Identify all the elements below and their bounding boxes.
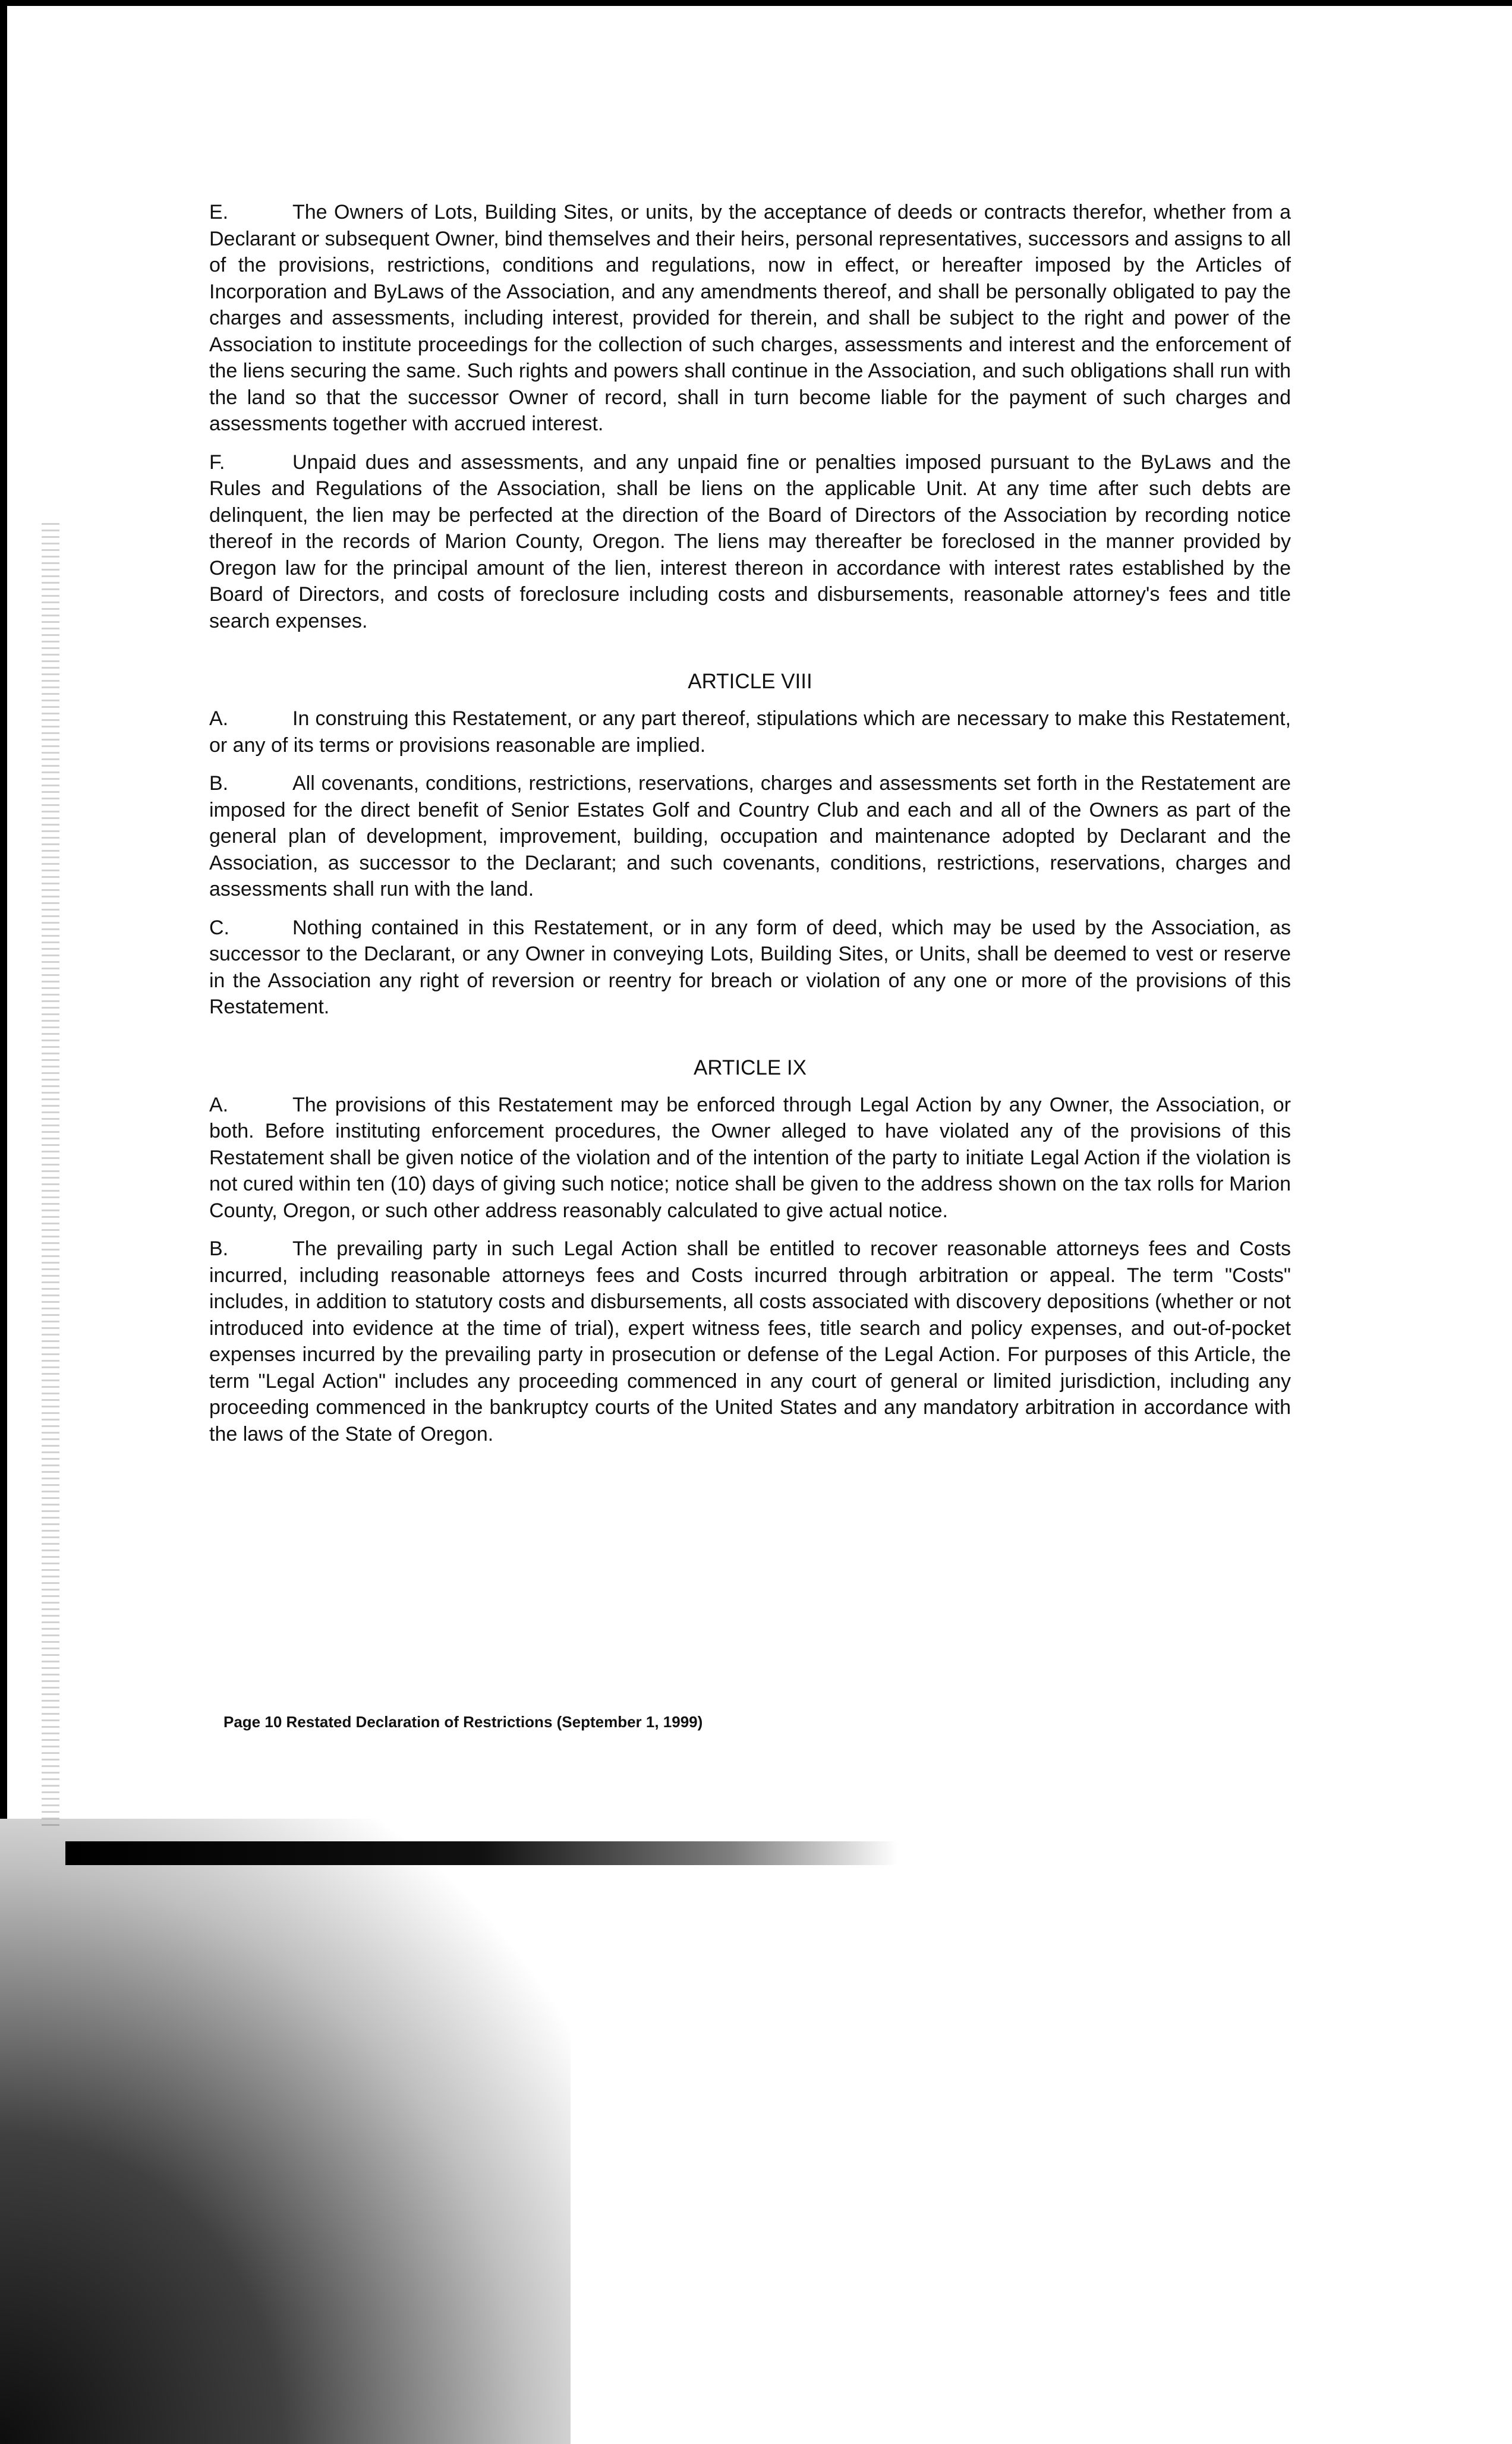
section-mark: A. bbox=[209, 1093, 229, 1116]
article-8-a bbox=[209, 706, 1291, 758]
section-mark: B. bbox=[209, 1237, 229, 1260]
section-text: All covenants, conditions, restrictions, reservations, charges and assessments set forth in the Restatement are imposed for the direct benefit of Senior Estates Golf and Country Club and each and all of the Owners as part of the general plan of development, improvement, building, occupation and maintenance adopted by Declarant and the Association, as successor to the Declarant; and such covenants, conditions, restrictions, reservations, charges and assessments shall run with the land. bbox=[209, 772, 1291, 900]
article-8-b bbox=[209, 770, 1291, 903]
article-8-heading: ARTICLE VIII bbox=[688, 670, 812, 693]
section-f bbox=[209, 449, 1291, 635]
page-footer: Page 10 Restated Declaration of Restrictions (September 1, 1999) bbox=[223, 1713, 703, 1731]
section-mark: E. bbox=[209, 201, 229, 223]
scan-noise bbox=[42, 523, 59, 1831]
scan-border-top bbox=[0, 0, 1512, 6]
section-text: Nothing contained in this Restatement, or in any form of deed, which may be used by the Association, as successor to the Declarant, or any Owner in conveying Lots, Building Sites, or Units, shall be deemed to vest or reserve in the Association any right of reversion or reentry for breach or violation of any one or more of the provisions of this Restatement. bbox=[209, 916, 1291, 1018]
scan-border-left bbox=[0, 0, 7, 1819]
section-text: In construing this Restatement, or any part thereof, stipulations which are necessary to make this Restatement, or any of its terms or provisions reasonable are implied. bbox=[209, 707, 1291, 757]
section-mark: F. bbox=[209, 451, 225, 474]
article-9-heading: ARTICLE IX bbox=[694, 1056, 807, 1079]
section-mark: B. bbox=[209, 772, 229, 795]
section-text: Unpaid dues and assessments, and any unpaid fine or penalties imposed pursuant to the ByLaws and the Rules and Regulations of the Association, shall be liens on the applicable Unit. At any time after such debts are delinquent, the lien may be perfected at the direction of the Board of Directors of the Association by recording notice thereof in the records of Marion County, Oregon. The liens may thereafter be foreclosed in the manner provided by Oregon law for the principal amount of the lien, interest thereon in accordance with interest rates established by the Board of Directors, and costs of foreclosure including costs and disbursements, reasonable attorney's fees and title search expenses. bbox=[209, 451, 1291, 632]
scan-shadow bbox=[0, 1819, 571, 2444]
article-9-b bbox=[209, 1236, 1291, 1447]
section-text: The provisions of this Restatement may be enforced through Legal Action by any Owner, the Association, or both. Before instituting enforcement procedures, the Owner alleged to have violated any of the provisions of this Restatement shall be given notice of the violation and of the intention of the party to initiate Legal Action if the violation is not cured within ten (10) days of giving such notice; notice shall be given to the address shown on the tax rolls for Marion County, Oregon, or such other address reasonably calculated to give actual notice. bbox=[209, 1093, 1291, 1222]
section-text: The Owners of Lots, Building Sites, or units, by the acceptance of deeds or contracts therefor, whether from a Declarant or subsequent Owner, bind themselves and their heirs, personal representatives, successors and assigns to all of the provisions, restrictions, conditions and regulations, now in effect, or hereafter imposed by the Articles of Incorporation and ByLaws of the Association, and any amendments thereof, and shall be personally obligated to pay the charges and assessments, including interest, provided for therein, and shall be subject to the right and power of the Association to institute proceedings for the collection of such charges, assessments and interest and the enforcement of the liens securing the same. Such rights and powers shall continue in the Association, and such obligations shall run with the land so that the successor Owner of record, shall in turn become liable for the payment of such charges and assessments together with accrued interest. bbox=[209, 201, 1291, 435]
section-mark: A. bbox=[209, 707, 229, 730]
section-mark: C. bbox=[209, 916, 229, 939]
article-9-a bbox=[209, 1092, 1291, 1224]
section-e bbox=[209, 199, 1291, 437]
document-body bbox=[209, 199, 1291, 1459]
scan-dark-band bbox=[65, 1841, 897, 1865]
article-8-c bbox=[209, 915, 1291, 1021]
section-text: The prevailing party in such Legal Action shall be entitled to recover reasonable attorneys fees and Costs incurred, including reasonable attorneys fees and Costs incurred through arbitration or appeal. The term "Costs" includes, in addition to statutory costs and disbursements, all costs associated with discovery depositions (whether or not introduced into evidence at the time of trial), expert witness fees, title search and policy expenses, and out-of-pocket expenses incurred by the prevailing party in prosecution or defense of the Legal Action. For purposes of this Article, the term "Legal Action" includes any proceeding commenced in any court of general or limited jurisdiction, including any proceeding commenced in the bankruptcy courts of the United States and any mandatory arbitration in accordance with the laws of the State of Oregon. bbox=[209, 1237, 1291, 1445]
